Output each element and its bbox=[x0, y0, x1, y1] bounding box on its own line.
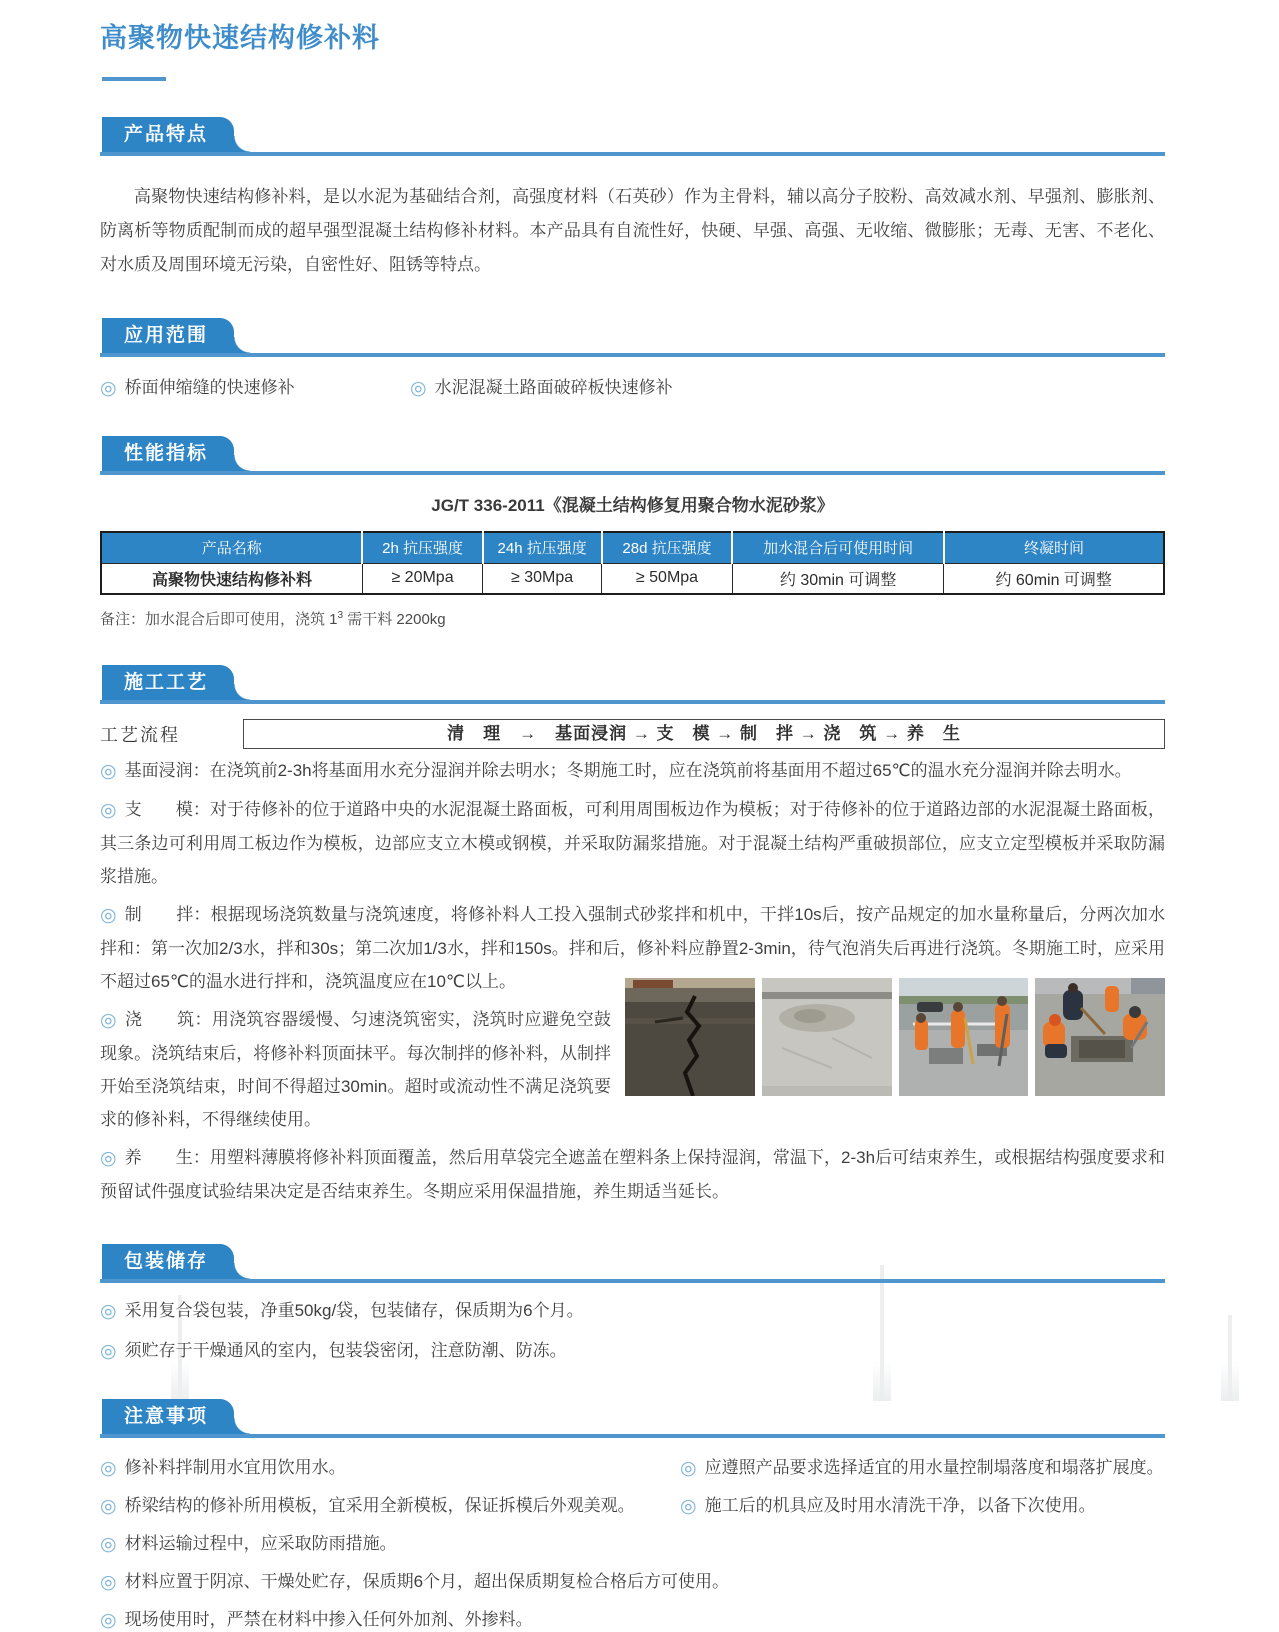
precaution-item-label: 修补料拌制用水宜用饮用水。 bbox=[124, 1458, 346, 1477]
construction-step bbox=[100, 1141, 1165, 1208]
step-text: 在浇筑前2-3h将基面用水充分湿润并除去明水；冬期施工时，应在浇筑前将基面用不超过65℃的温水充分湿润并除去明水。 bbox=[209, 761, 1132, 780]
ring-bullet-icon: ◎ bbox=[100, 1010, 117, 1031]
table-cell: ≥ 50Mpa bbox=[602, 563, 733, 594]
standard-caption: JG/T 336-2011《混凝土结构修复用聚合物水泥砂浆》 bbox=[431, 496, 834, 515]
step-text: 对于待修补的位于道路中央的水泥混凝土路面板，可利用周围板边作为模板；对于待修补的位于道路边部的水泥混凝土路面板，其三条边可利用周工板边作为模板，边部应支立木模或钢模，并采取防漏浆措施。对于混凝土结构严重破损部位，应支立定型模板并采取防漏浆措施。 bbox=[100, 800, 1165, 886]
ring-bullet-icon: ◎ bbox=[100, 1458, 117, 1479]
performance-table bbox=[100, 531, 1165, 595]
table-cell: 约 60min 可调整 bbox=[944, 563, 1164, 594]
section-header-precautions bbox=[100, 1399, 1165, 1438]
construction-step bbox=[100, 793, 1165, 893]
section-tab-precautions: 注意事项 bbox=[102, 1399, 234, 1434]
construction-step bbox=[100, 754, 1165, 788]
photo-pavement-repair-workers bbox=[1035, 978, 1165, 1096]
table-note-superscript: 3 bbox=[337, 610, 344, 621]
table-header-cell: 加水混合后可使用时间 bbox=[732, 532, 944, 563]
step-term: 养 生： bbox=[124, 1148, 210, 1167]
precaution-item-label: 桥梁结构的修补所用模板，宜采用全新模板，保证拆模后外观美观。 bbox=[124, 1496, 635, 1515]
packaging-item-label: 采用复合袋包装，净重50kg/袋，包装储存，保质期为6个月。 bbox=[124, 1301, 584, 1320]
table-header-cell: 2h 抗压强度 bbox=[362, 532, 482, 563]
application-item-label: 水泥混凝土路面破碎板快速修补 bbox=[434, 378, 673, 397]
packaging-item bbox=[100, 1336, 1165, 1363]
section-header-packaging bbox=[100, 1244, 1165, 1283]
ring-bullet-icon: ◎ bbox=[100, 905, 117, 926]
features-paragraph: 高聚物快速结构修补料，是以水泥为基础结合剂，高强度材料（石英砂）作为主骨料，辅以高分子胶粉、高效减水剂、早强剂、膨胀剂、防离析等物质配制而成的超早强型混凝土结构修补材料。本产品具有自流性好，快硬、早强、高强、无收缩、微膨胀；无毒、无害、不老化、对水质及周围环境无污染，自密性好、阻锈等特点。 bbox=[100, 187, 1165, 274]
photo-cracked-pavement bbox=[625, 978, 755, 1096]
table-cell: 约 30min 可调整 bbox=[732, 563, 944, 594]
step-term: 制 拌： bbox=[124, 905, 211, 924]
precaution-item bbox=[100, 1453, 680, 1480]
precaution-row bbox=[100, 1453, 1165, 1480]
ring-bullet-icon: ◎ bbox=[100, 1148, 117, 1169]
step-text: 根据现场浇筑数量与浇筑速度，将修补料人工投入强制式砂浆拌和机中，干拌10s后，按产品规定的加水量称量后，分两次加水拌和：第一次加2/3水，拌和30s；第二次加1/3水，拌和150s。拌和后，修补料应静置2-3min，待气泡消失后再进行浇筑。冬期施工时，应采用不超过65℃的温水进行拌和，浇筑温度应在10℃以上。 bbox=[100, 905, 1165, 991]
section-header-performance bbox=[100, 436, 1165, 475]
packaging-item-label: 须贮存于干燥通风的室内，包装袋密闭，注意防潮、防冻。 bbox=[124, 1341, 567, 1360]
precaution-item bbox=[680, 1491, 1165, 1518]
ring-bullet-icon: ◎ bbox=[680, 1458, 697, 1479]
process-flow-row bbox=[100, 719, 1165, 749]
precaution-item bbox=[100, 1605, 533, 1632]
table-cell: ≥ 20Mpa bbox=[362, 563, 482, 594]
section-tab-application: 应用范围 bbox=[102, 318, 234, 353]
section-header-construction bbox=[100, 665, 1165, 704]
application-item bbox=[410, 373, 673, 400]
ring-bullet-icon: ◎ bbox=[100, 1610, 117, 1631]
packaging-item bbox=[100, 1296, 1165, 1323]
precaution-item-label: 材料应置于阴凉、干燥处贮存，保质期6个月，超出保质期复检合格后方可使用。 bbox=[124, 1572, 730, 1591]
title-underline bbox=[102, 77, 166, 81]
table-header-cell: 终凝时间 bbox=[944, 532, 1164, 563]
process-flow-label: 工艺流程 bbox=[100, 725, 180, 745]
precaution-item bbox=[100, 1491, 680, 1518]
ring-bullet-icon: ◎ bbox=[100, 761, 117, 782]
table-note-text: 备注：加水混合后即可使用，浇筑 1 bbox=[100, 611, 338, 628]
ring-bullet-icon: ◎ bbox=[100, 1534, 117, 1555]
precaution-item bbox=[100, 1567, 729, 1594]
ring-bullet-icon: ◎ bbox=[100, 800, 117, 821]
precaution-row bbox=[100, 1529, 1165, 1556]
table-cell-product-name: 高聚物快速结构修补料 bbox=[101, 563, 362, 594]
section-header-application bbox=[100, 318, 1165, 357]
table-header-cell: 产品名称 bbox=[101, 532, 362, 563]
precautions-list bbox=[100, 1453, 1165, 1632]
table-header-row bbox=[101, 532, 1164, 563]
section-tab-features: 产品特点 bbox=[102, 117, 234, 152]
ring-bullet-icon: ◎ bbox=[100, 378, 117, 399]
precaution-row bbox=[100, 1605, 1165, 1632]
step-text: 用浇筑容器缓慢、匀速浇筑密实，浇筑时应避免空鼓现象。浇筑结束后，将修补料顶面抹平。每次制拌的修补料，从制拌开始至浇筑结束，时间不得超过30min。超时或流动性不满足浇筑要求的修补料，不得继续使用。 bbox=[100, 1010, 611, 1129]
step-term: 基面浸润： bbox=[124, 761, 210, 780]
table-header-cell: 28d 抗压强度 bbox=[602, 532, 733, 563]
application-item bbox=[100, 373, 410, 400]
section-tab-construction: 施工工艺 bbox=[102, 665, 234, 700]
section-header-features bbox=[100, 117, 1165, 156]
table-note bbox=[100, 608, 1165, 629]
ring-bullet-icon: ◎ bbox=[100, 1572, 117, 1593]
table-note-suffix: 需干料 2200kg bbox=[343, 611, 446, 628]
step-term: 浇 筑： bbox=[124, 1010, 212, 1029]
application-items bbox=[100, 373, 1165, 400]
section-tab-performance: 性能指标 bbox=[102, 436, 234, 471]
ring-bullet-icon: ◎ bbox=[100, 1496, 117, 1517]
precaution-row bbox=[100, 1567, 1165, 1594]
table-header-cell: 24h 抗压强度 bbox=[483, 532, 602, 563]
step-term: 支 模： bbox=[124, 800, 210, 819]
ring-bullet-icon: ◎ bbox=[100, 1341, 117, 1362]
step-text: 用塑料薄膜将修补料顶面覆盖，然后用草袋完全遮盖在塑料条上保持湿润，常温下，2-3h后可结束养生，或根据结构强度要求和预留试件强度试验结果决定是否结束养生。冬期应采用保温措施，养生期适当延长。 bbox=[100, 1148, 1165, 1201]
precaution-item bbox=[680, 1453, 1165, 1480]
precaution-item-label: 材料运输过程中，应采取防雨措施。 bbox=[124, 1534, 397, 1553]
precaution-item-label: 应遵照产品要求选择适宜的用水量控制塌落度和塌落扩展度。 bbox=[704, 1458, 1164, 1477]
application-item-label: 桥面伸缩缝的快速修补 bbox=[124, 378, 295, 397]
ring-bullet-icon: ◎ bbox=[680, 1496, 697, 1517]
precaution-item-label: 施工后的机具应及时用水清洗干净，以备下次使用。 bbox=[704, 1496, 1096, 1515]
precaution-row bbox=[100, 1491, 1165, 1518]
precaution-item-label: 现场使用时，严禁在材料中掺入任何外加剂、外掺料。 bbox=[124, 1610, 533, 1629]
ring-bullet-icon: ◎ bbox=[410, 378, 427, 399]
table-row bbox=[101, 563, 1164, 594]
table-cell: ≥ 30Mpa bbox=[483, 563, 602, 594]
site-photos bbox=[625, 978, 1165, 1096]
precaution-item bbox=[100, 1529, 397, 1556]
process-flow-box: 清 理 → 基面浸润 → 支 模 → 制 拌 → 浇 筑 → 养 生 bbox=[243, 719, 1165, 749]
ring-bullet-icon: ◎ bbox=[100, 1301, 117, 1322]
section-tab-packaging: 包装储存 bbox=[102, 1244, 234, 1279]
photo-road-repair-crew bbox=[899, 978, 1029, 1096]
page-title: 高聚物快速结构修补料 bbox=[100, 23, 380, 53]
photo-spalled-concrete bbox=[762, 978, 892, 1096]
